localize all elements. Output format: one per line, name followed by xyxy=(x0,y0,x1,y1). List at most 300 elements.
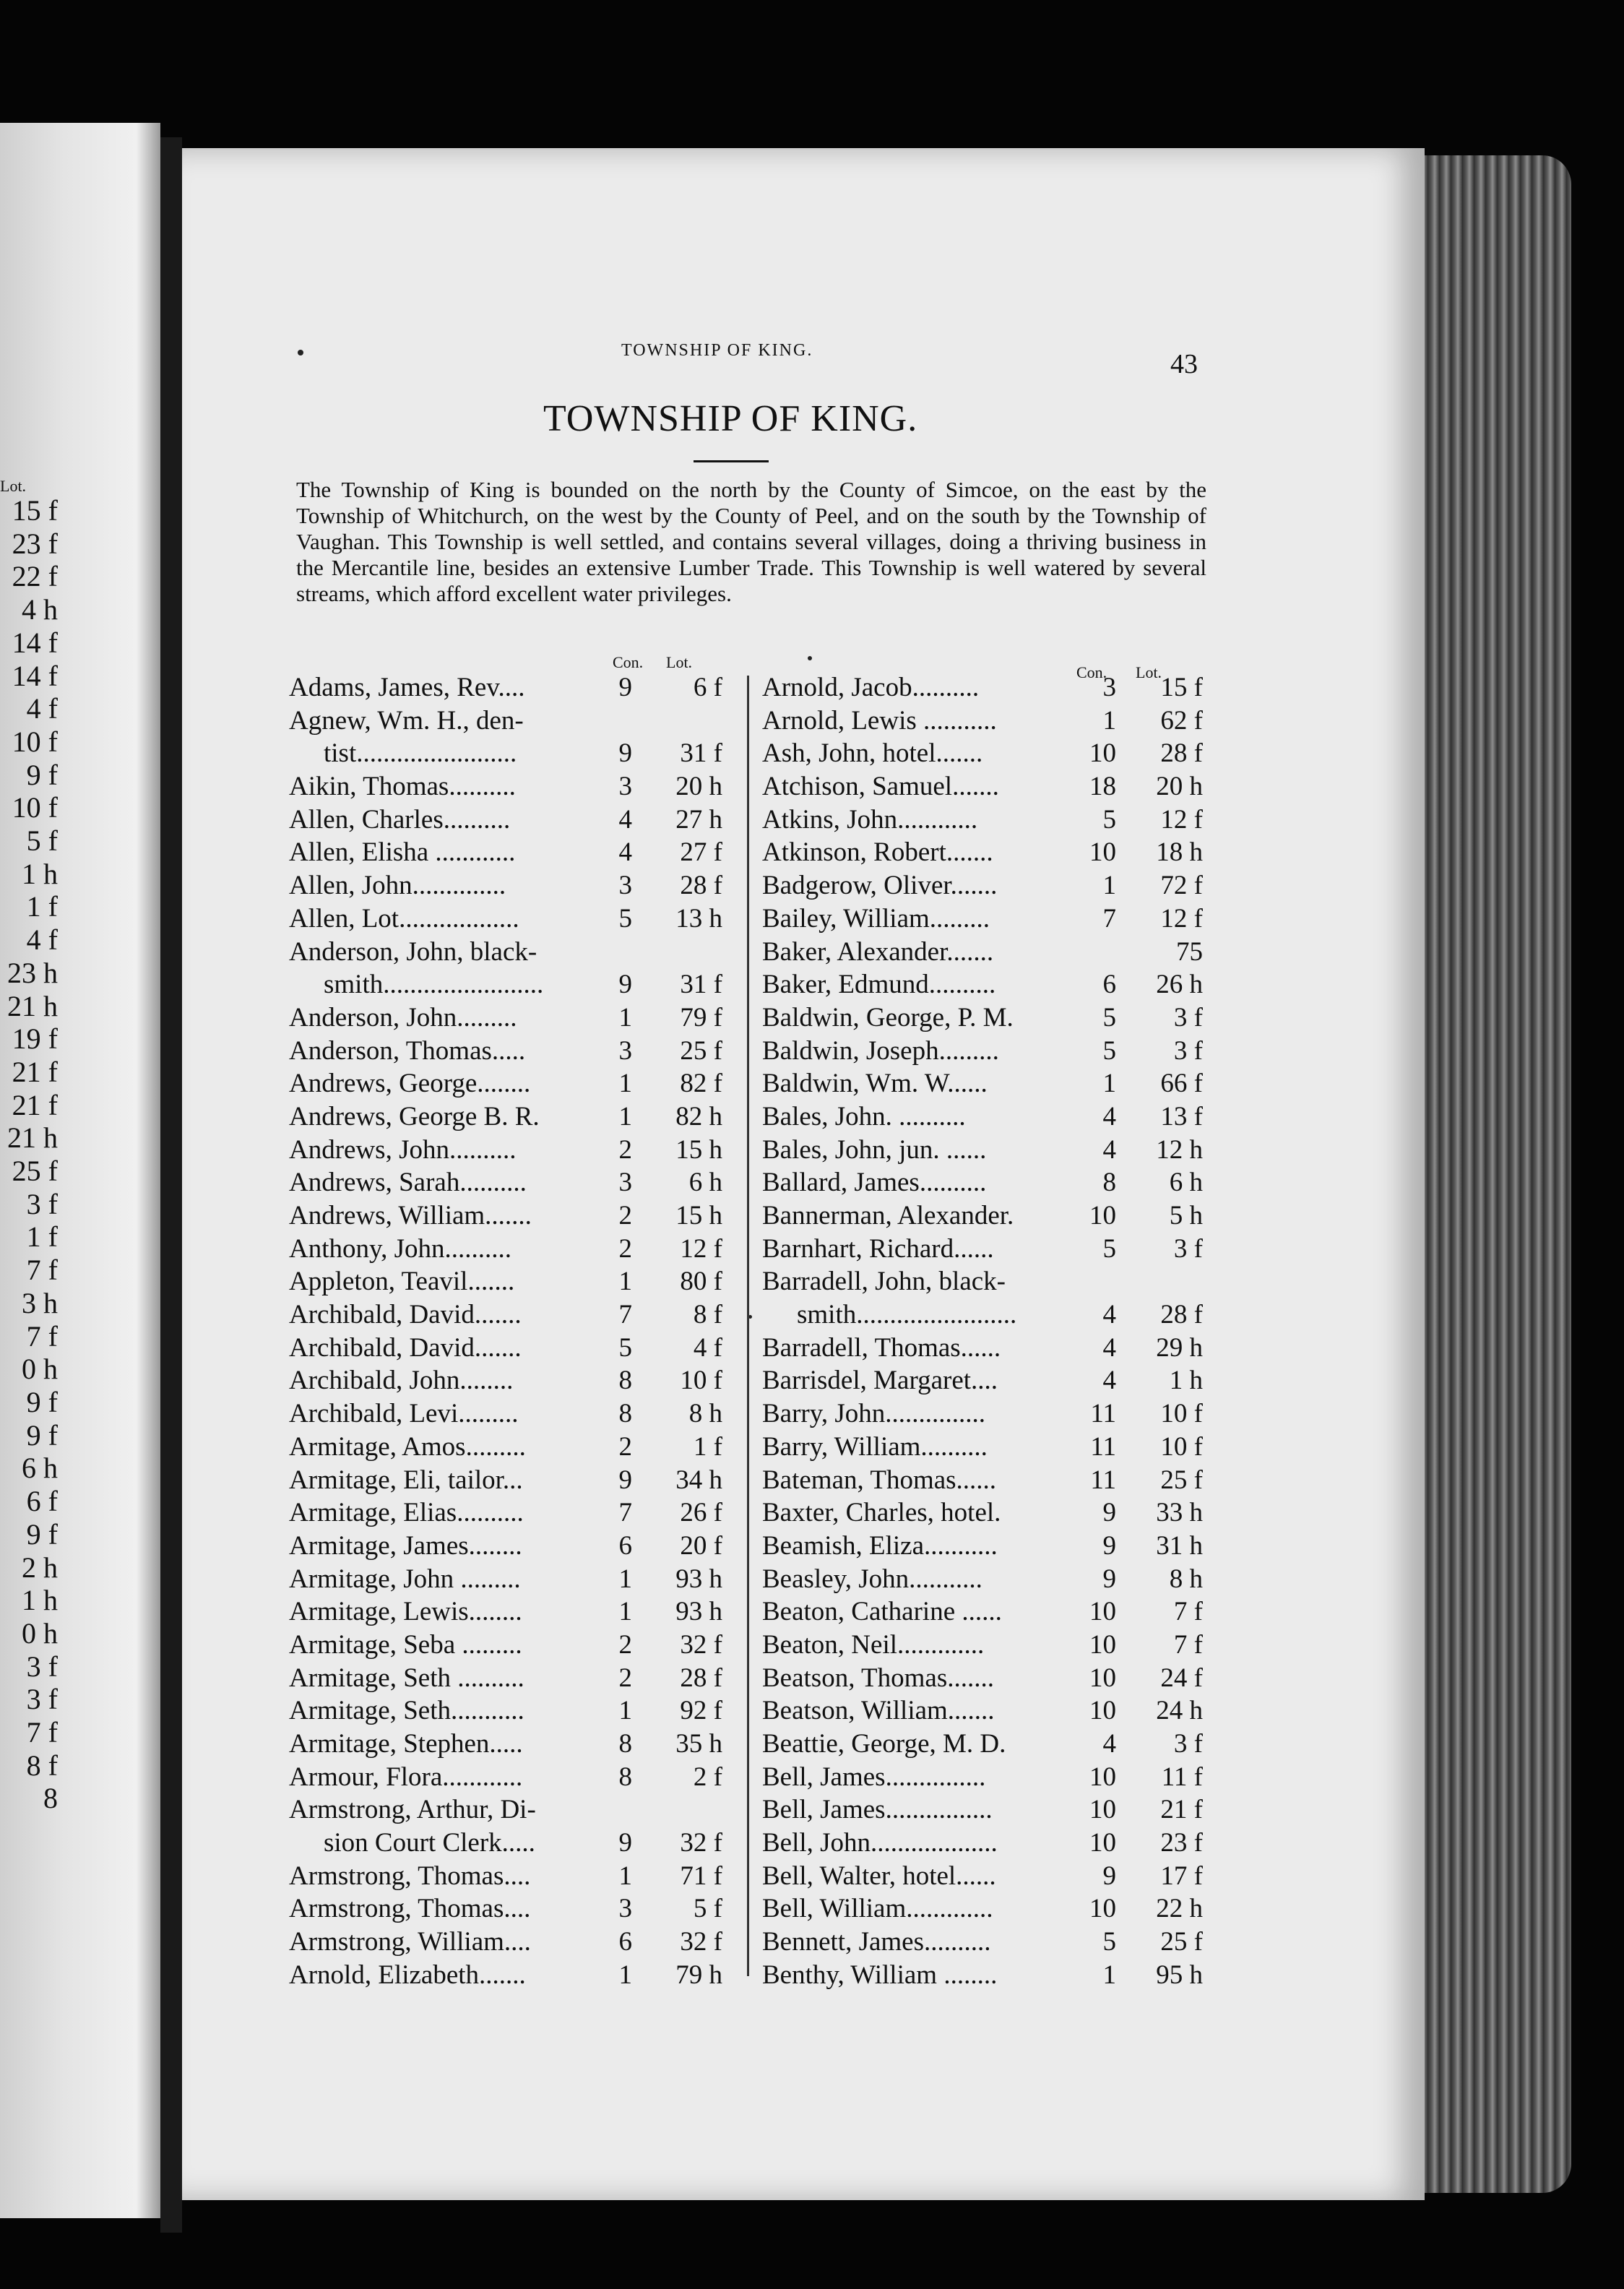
entry-name: Arnold, Jacob.......... xyxy=(762,673,980,702)
directory-entry xyxy=(289,671,722,704)
page-edges xyxy=(1416,155,1571,2193)
page-title: TOWNSHIP OF KING. xyxy=(543,398,918,439)
entry-name: Armstrong, Arthur, Di- xyxy=(289,1795,536,1825)
entry-lot: 1 h xyxy=(1169,1366,1203,1396)
entry-lot: 34 h xyxy=(675,1465,722,1495)
directory-entry xyxy=(762,1331,1210,1364)
entry-concession: 8 xyxy=(618,1729,632,1759)
entry-concession: 4 xyxy=(1102,1332,1116,1363)
entry-concession: 9 xyxy=(1102,1564,1116,1594)
entry-name: Armitage, Lewis........ xyxy=(289,1597,522,1627)
directory-entry xyxy=(762,1264,1210,1298)
directory-entry xyxy=(289,1397,722,1430)
entry-concession: 4 xyxy=(1102,1366,1116,1396)
entry-name: Archibald, John........ xyxy=(289,1366,514,1396)
entry-concession: 4 xyxy=(618,837,632,868)
entry-name: Andrews, George........ xyxy=(289,1069,531,1099)
entry-lot: 13 f xyxy=(1160,1101,1203,1131)
entry-lot: 6 h xyxy=(688,1168,722,1198)
directory-entry xyxy=(762,671,1210,704)
directory-entry xyxy=(762,1793,1210,1826)
entry-name: Beamish, Eliza........... xyxy=(762,1530,998,1561)
entry-lot: 10 f xyxy=(1160,1431,1203,1462)
directory-entry xyxy=(762,1826,1210,1859)
entry-concession: 8 xyxy=(618,1366,632,1396)
entry-concession: 1 xyxy=(618,1861,632,1891)
previous-lot-value: 1 h xyxy=(22,1584,58,1617)
entry-concession: 1 xyxy=(1102,705,1116,736)
directory-entry xyxy=(289,1529,722,1562)
entry-lot: 62 f xyxy=(1160,705,1203,736)
ink-spot xyxy=(298,350,303,355)
previous-lot-value: 7 f xyxy=(26,1254,58,1287)
entry-name: Armitage, Amos......... xyxy=(289,1431,526,1462)
entry-concession: 10 xyxy=(1089,1795,1116,1825)
previous-lot-value: 19 f xyxy=(12,1022,58,1056)
entry-lot: 8 f xyxy=(693,1300,722,1330)
directory-entry xyxy=(762,967,1210,1001)
entry-concession: 3 xyxy=(618,1894,632,1924)
entry-concession: 1 xyxy=(618,1960,632,1990)
directory-entry xyxy=(762,1661,1210,1694)
directory-entry xyxy=(762,1100,1210,1133)
ink-spot xyxy=(808,656,812,660)
entry-name: Atchison, Samuel....... xyxy=(762,772,999,802)
entry-name: Bell, John................... xyxy=(762,1828,998,1858)
entry-lot: 71 f xyxy=(680,1861,722,1891)
entry-concession: 11 xyxy=(1090,1431,1116,1462)
directory-entry xyxy=(289,1694,722,1727)
entry-concession: 3 xyxy=(618,1168,632,1198)
entry-concession: 9 xyxy=(618,673,632,702)
entry-lot: 7 f xyxy=(1173,1597,1203,1627)
entry-name: Armstrong, Thomas.... xyxy=(289,1894,531,1924)
directory-entry xyxy=(762,835,1210,868)
directory-entry xyxy=(762,1529,1210,1562)
entry-lot: 10 f xyxy=(680,1366,722,1396)
entry-concession: 5 xyxy=(1102,1035,1116,1066)
entry-lot: 92 f xyxy=(680,1696,722,1726)
entry-concession: 9 xyxy=(618,1465,632,1495)
directory-entry xyxy=(289,967,722,1001)
entry-concession: 1 xyxy=(1102,1960,1116,1990)
entry-concession: 9 xyxy=(1102,1498,1116,1528)
entry-name: Armitage, James........ xyxy=(289,1530,522,1561)
entry-concession: 8 xyxy=(618,1762,632,1792)
running-header: TOWNSHIP OF KING. xyxy=(621,341,813,360)
entry-lot: 13 h xyxy=(675,903,722,934)
entry-concession: 5 xyxy=(1102,804,1116,835)
entry-lot: 35 h xyxy=(675,1729,722,1759)
previous-lot-value: 4 f xyxy=(26,692,58,725)
entry-name: Archibald, Levi......... xyxy=(289,1399,519,1429)
entry-concession: 10 xyxy=(1089,1201,1116,1230)
entry-lot: 95 h xyxy=(1156,1960,1203,1990)
page-number: 43 xyxy=(1170,349,1198,379)
entry-concession: 2 xyxy=(618,1134,632,1165)
entry-concession: 9 xyxy=(618,738,632,769)
column-divider xyxy=(747,676,749,1976)
directory-entry xyxy=(762,1133,1210,1166)
entry-concession: 18 xyxy=(1089,772,1116,802)
entry-lot: 82 f xyxy=(680,1069,722,1099)
entry-concession: 8 xyxy=(618,1399,632,1429)
entry-lot: 66 f xyxy=(1160,1069,1203,1099)
entry-lot: 82 h xyxy=(675,1101,722,1131)
entry-lot: 15 h xyxy=(675,1201,722,1230)
entry-concession: 10 xyxy=(1089,1597,1116,1627)
entry-lot: 23 f xyxy=(1160,1828,1203,1858)
directory-entry xyxy=(289,1562,722,1595)
entry-lot: 79 h xyxy=(675,1960,722,1990)
entry-lot: 21 f xyxy=(1160,1795,1203,1825)
entry-lot: 93 h xyxy=(675,1597,722,1627)
directory-entry xyxy=(762,1925,1210,1958)
entry-concession: 7 xyxy=(618,1498,632,1528)
entry-lot: 12 f xyxy=(1160,903,1203,934)
directory-entry xyxy=(289,902,722,935)
entry-name: Armstrong, Thomas.... xyxy=(289,1861,531,1891)
entry-lot: 11 f xyxy=(1161,1762,1203,1792)
entry-lot: 29 h xyxy=(1156,1332,1203,1363)
entry-lot: 6 h xyxy=(1169,1168,1203,1198)
entry-name: Atkins, John............ xyxy=(762,804,978,835)
previous-lot-value: 0 h xyxy=(22,1353,58,1386)
previous-lot-value: 21 h xyxy=(7,1121,58,1155)
entry-name: Armitage, Eli, tailor... xyxy=(289,1465,523,1495)
entry-concession: 9 xyxy=(1102,1530,1116,1561)
entry-concession: 3 xyxy=(1102,673,1116,702)
entry-lot: 26 f xyxy=(680,1498,722,1528)
entry-lot: 5 h xyxy=(1169,1201,1203,1230)
entry-name: Beattie, George, M. D. xyxy=(762,1729,1006,1759)
entry-concession: 11 xyxy=(1090,1465,1116,1495)
previous-lot-value: 25 f xyxy=(12,1155,58,1188)
entry-concession: 10 xyxy=(1089,1663,1116,1693)
entry-concession: 1 xyxy=(1102,1069,1116,1099)
directory-entry xyxy=(289,1430,722,1463)
entry-lot: 32 f xyxy=(680,1828,722,1858)
previous-lot-value: 3 h xyxy=(22,1286,58,1319)
entry-lot: 79 f xyxy=(680,1002,722,1033)
entry-lot: 28 f xyxy=(1160,738,1203,769)
entry-name: Bailey, William......... xyxy=(762,903,990,934)
entry-name: Baker, Alexander....... xyxy=(762,936,994,967)
directory-entry xyxy=(289,1463,722,1496)
entry-name: Andrews, William....... xyxy=(289,1201,532,1230)
entry-concession: 10 xyxy=(1089,738,1116,769)
entry-concession: 2 xyxy=(618,1201,632,1230)
entry-name: Beatson, William....... xyxy=(762,1696,995,1726)
previous-lot-value: 1 f xyxy=(26,1220,58,1254)
directory-entry xyxy=(762,1859,1210,1892)
entry-name: Barry, William.......... xyxy=(762,1431,988,1462)
directory-entry xyxy=(289,1100,722,1133)
entry-name: Ballard, James.......... xyxy=(762,1168,987,1198)
entry-concession: 7 xyxy=(618,1300,632,1330)
entry-lot: 17 f xyxy=(1160,1861,1203,1891)
entry-name: Bannerman, Alexander. xyxy=(762,1201,1014,1230)
directory-entry xyxy=(762,1562,1210,1595)
entry-name: Barradell, John, black- xyxy=(762,1267,1006,1297)
entry-name: Bell, James............... xyxy=(762,1762,986,1792)
entry-lot: 20 h xyxy=(675,772,722,802)
entry-lot: 2 f xyxy=(693,1762,722,1792)
entry-concession: 7 xyxy=(1102,903,1116,934)
entry-concession: 2 xyxy=(618,1629,632,1660)
entry-name: smith........................ xyxy=(797,1300,1017,1330)
directory-entry xyxy=(289,1859,722,1892)
directory-entry xyxy=(762,770,1210,803)
previous-lot-value: 21 f xyxy=(12,1055,58,1088)
entry-concession: 10 xyxy=(1089,1696,1116,1726)
entry-concession: 5 xyxy=(618,903,632,934)
directory-entry xyxy=(289,1793,722,1826)
entry-lot: 3 f xyxy=(1173,1035,1203,1066)
entry-lot: 20 h xyxy=(1156,772,1203,802)
entry-name: Adams, James, Rev.... xyxy=(289,673,525,702)
directory-entry xyxy=(762,1034,1210,1067)
entry-lot: 1 f xyxy=(693,1431,722,1462)
entry-lot: 3 f xyxy=(1173,1233,1203,1264)
entry-concession: 5 xyxy=(1102,1927,1116,1957)
entry-name: Beaton, Neil............. xyxy=(762,1629,985,1660)
directory-entry xyxy=(289,1298,722,1331)
directory-entry xyxy=(762,1199,1210,1232)
right-con-header: Con. xyxy=(1076,663,1107,681)
directory-entry xyxy=(289,1661,722,1694)
entry-concession: 9 xyxy=(618,1828,632,1858)
entry-name: Arnold, Elizabeth....... xyxy=(289,1960,526,1990)
directory-entry xyxy=(762,1760,1210,1793)
previous-lot-value: 14 f xyxy=(12,626,58,659)
intro-paragraph: The Township of King is bounded on the north by the County of Simcoe, on the east by the Township of Whitchurch, on the west by the County of Peel, and on the south by the Township of Vaughan. This Township is well settled, and contains several villages, doing a thriving business in the Mercantile line, besides an extensive Lumber Trade. This Township is well watered by several streams, which afford excellent water privileges. xyxy=(296,477,1206,606)
entry-name: Anderson, Thomas..... xyxy=(289,1035,526,1066)
entry-lot: 24 h xyxy=(1156,1696,1203,1726)
previous-lot-value: 15 f xyxy=(12,494,58,527)
entry-concession: 10 xyxy=(1089,1894,1116,1924)
directory-entry xyxy=(762,1363,1210,1397)
entry-name: sion Court Clerk..... xyxy=(324,1828,535,1858)
entry-name: Allen, Lot.................. xyxy=(289,903,519,934)
entry-lot: 4 f xyxy=(693,1332,722,1363)
entry-lot: 27 f xyxy=(680,837,722,868)
entry-concession: 4 xyxy=(1102,1134,1116,1165)
directory-entry xyxy=(289,1925,722,1958)
directory-entry xyxy=(762,1694,1210,1727)
previous-lot-value: 21 h xyxy=(7,989,58,1022)
directory-entry xyxy=(289,803,722,836)
directory-entry xyxy=(289,868,722,902)
directory-entry xyxy=(762,704,1210,737)
directory-entry xyxy=(289,1628,722,1661)
entry-lot: 20 f xyxy=(680,1530,722,1561)
left-directory-column xyxy=(289,671,722,1991)
entry-concession: 4 xyxy=(1102,1300,1116,1330)
entry-lot: 75 xyxy=(1176,936,1203,967)
directory-entry xyxy=(289,736,722,770)
entry-lot: 10 f xyxy=(1160,1399,1203,1429)
directory-entry xyxy=(289,1496,722,1529)
entry-name: Anderson, John......... xyxy=(289,1002,517,1033)
entry-name: Andrews, Sarah.......... xyxy=(289,1168,527,1198)
entry-lot: 28 f xyxy=(680,1663,722,1693)
entry-lot: 72 f xyxy=(1160,871,1203,901)
previous-lot-value: 2 h xyxy=(22,1551,58,1584)
entry-concession: 1 xyxy=(618,1696,632,1726)
entry-lot: 26 h xyxy=(1156,970,1203,1000)
entry-lot: 8 h xyxy=(688,1399,722,1429)
entry-name: Armitage, Stephen..... xyxy=(289,1729,523,1759)
entry-lot: 25 f xyxy=(1160,1927,1203,1957)
entry-concession: 2 xyxy=(618,1663,632,1693)
entry-lot: 8 h xyxy=(1169,1564,1203,1594)
directory-entry xyxy=(289,1760,722,1793)
previous-lot-value: 22 f xyxy=(12,560,58,593)
directory-entry xyxy=(289,1595,722,1628)
entry-name: Bell, William............. xyxy=(762,1894,993,1924)
entry-name: Armitage, Seth........... xyxy=(289,1696,524,1726)
entry-concession: 10 xyxy=(1089,1629,1116,1660)
entry-concession: 3 xyxy=(618,871,632,901)
entry-name: Arnold, Lewis ........... xyxy=(762,705,997,736)
entry-name: tist........................ xyxy=(324,738,517,769)
entry-lot: 6 f xyxy=(693,673,722,702)
previous-lot-value: 21 f xyxy=(12,1088,58,1121)
entry-concession: 8 xyxy=(1102,1168,1116,1198)
entry-name: Beasley, John........... xyxy=(762,1564,982,1594)
entry-lot: 93 h xyxy=(675,1564,722,1594)
entry-lot: 22 h xyxy=(1156,1894,1203,1924)
entry-lot: 24 f xyxy=(1160,1663,1203,1693)
entry-name: Agnew, Wm. H., den- xyxy=(289,705,524,736)
entry-concession: 6 xyxy=(618,1927,632,1957)
previous-lot-value: 3 f xyxy=(26,1683,58,1716)
previous-lot-value: 1 f xyxy=(26,890,58,923)
entry-lot: 32 f xyxy=(680,1927,722,1957)
directory-entry xyxy=(762,1496,1210,1529)
entry-concession: 9 xyxy=(618,970,632,1000)
entry-name: Armitage, Elias.......... xyxy=(289,1498,524,1528)
directory-entry xyxy=(762,868,1210,902)
directory-entry xyxy=(762,1298,1210,1331)
directory-entry xyxy=(289,1165,722,1199)
directory-entry xyxy=(289,1892,722,1925)
entry-name: Allen, Elisha ............ xyxy=(289,837,516,868)
previous-lot-value: 9 f xyxy=(26,1418,58,1452)
entry-lot: 80 f xyxy=(680,1267,722,1297)
entry-concession: 5 xyxy=(1102,1233,1116,1264)
entry-concession: 4 xyxy=(618,804,632,835)
previous-lot-value: 6 f xyxy=(26,1485,58,1518)
directory-entry xyxy=(762,1066,1210,1100)
previous-lot-value: 10 f xyxy=(12,725,58,758)
entry-lot: 15 f xyxy=(1160,673,1203,702)
directory-entry xyxy=(762,1430,1210,1463)
entry-lot: 15 h xyxy=(675,1134,722,1165)
entry-name: Armitage, John ......... xyxy=(289,1564,521,1594)
directory-entry xyxy=(289,1958,722,1991)
directory-entry xyxy=(289,1727,722,1760)
directory-entry xyxy=(289,1232,722,1265)
entry-name: Bales, John, jun. ...... xyxy=(762,1134,987,1165)
directory-entry xyxy=(762,902,1210,935)
entry-name: Aikin, Thomas.......... xyxy=(289,772,516,802)
entry-name: Benthy, William ........ xyxy=(762,1960,998,1990)
entry-lot: 28 f xyxy=(680,871,722,901)
previous-lot-value: 23 h xyxy=(7,956,58,989)
previous-lot-value: 8 xyxy=(43,1782,58,1815)
directory-entry xyxy=(762,1165,1210,1199)
entry-lot: 25 f xyxy=(1160,1465,1203,1495)
entry-name: Armitage, Seth .......... xyxy=(289,1663,524,1693)
directory-entry xyxy=(289,770,722,803)
entry-concession: 5 xyxy=(618,1332,632,1363)
previous-lot-value: 3 f xyxy=(26,1650,58,1683)
directory-entry xyxy=(762,1727,1210,1760)
entry-name: Barnhart, Richard...... xyxy=(762,1233,994,1264)
directory-entry xyxy=(289,1066,722,1100)
entry-lot: 3 f xyxy=(1173,1729,1203,1759)
entry-name: Beaton, Catharine ...... xyxy=(762,1597,1002,1627)
previous-lot-value: 9 f xyxy=(26,1385,58,1418)
entry-name: Baxter, Charles, hotel. xyxy=(762,1498,1001,1528)
entry-concession: 3 xyxy=(618,1035,632,1066)
entry-name: Beatson, Thomas....... xyxy=(762,1663,994,1693)
directory-entry xyxy=(762,1463,1210,1496)
previous-lot-value: 0 h xyxy=(22,1616,58,1650)
book-gutter xyxy=(160,137,182,2233)
directory-entry xyxy=(289,1199,722,1232)
entry-name: Atkinson, Robert....... xyxy=(762,837,993,868)
entry-concession: 2 xyxy=(618,1233,632,1264)
entry-name: Andrews, John.......... xyxy=(289,1134,517,1165)
directory-entry xyxy=(289,704,722,737)
previous-lot-value: 14 f xyxy=(12,659,58,692)
directory-entry xyxy=(289,1264,722,1298)
entry-concession: 5 xyxy=(1102,1002,1116,1033)
entry-lot: 12 h xyxy=(1156,1134,1203,1165)
entry-lot: 32 f xyxy=(680,1629,722,1660)
entry-lot: 31 f xyxy=(680,738,722,769)
entry-name: Baker, Edmund.......... xyxy=(762,970,996,1000)
directory-entry xyxy=(762,1232,1210,1265)
entry-name: Ash, John, hotel....... xyxy=(762,738,983,769)
entry-concession: 11 xyxy=(1090,1399,1116,1429)
entry-concession: 10 xyxy=(1089,1762,1116,1792)
entry-name: Appleton, Teavil....... xyxy=(289,1267,515,1297)
directory-entry xyxy=(762,1001,1210,1034)
entry-concession: 1 xyxy=(1102,871,1116,901)
directory-entry xyxy=(289,1034,722,1067)
entry-concession: 1 xyxy=(618,1564,632,1594)
entry-name: Barry, John............... xyxy=(762,1399,985,1429)
entry-name: Bateman, Thomas...... xyxy=(762,1465,997,1495)
entry-lot: 31 h xyxy=(1156,1530,1203,1561)
entry-name: Barrisdel, Margaret.... xyxy=(762,1366,998,1396)
directory-entry xyxy=(289,1826,722,1859)
directory-entry xyxy=(289,1001,722,1034)
directory-entry xyxy=(762,1397,1210,1430)
entry-name: Bell, Walter, hotel...... xyxy=(762,1861,996,1891)
directory-entry xyxy=(289,835,722,868)
entry-name: Badgerow, Oliver....... xyxy=(762,871,998,901)
previous-lot-value: 6 h xyxy=(22,1452,58,1485)
directory-entry xyxy=(762,1628,1210,1661)
directory-entry xyxy=(762,1892,1210,1925)
entry-lot: 25 f xyxy=(680,1035,722,1066)
entry-concession: 1 xyxy=(618,1069,632,1099)
